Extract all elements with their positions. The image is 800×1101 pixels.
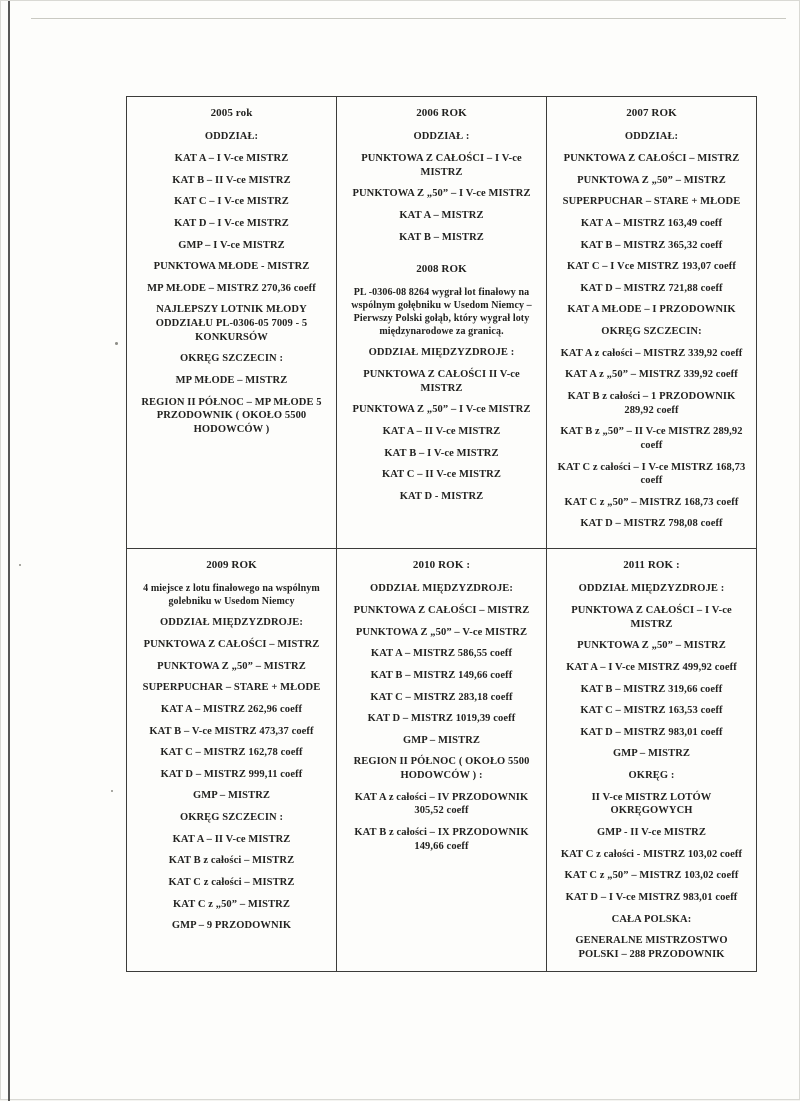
award-line: KAT D – MISTRZ 999,11 coeff [160, 768, 303, 780]
award-line: GMP – 9 PRZODOWNIK [171, 920, 292, 932]
award-line: ODDZIAŁ MIĘDZYZDROJE: [370, 583, 513, 595]
award-line: PUNKTOWA Z „50” – MISTRZ [577, 640, 726, 652]
award-line: KAT B – MISTRZ 365,32 coeff [580, 239, 723, 251]
award-line: KAT C z „50” – MISTRZ 103,02 coeff [564, 870, 739, 882]
award-line: GMP – MISTRZ [612, 748, 691, 760]
award-line: NAJLEPSZY LOTNIK MŁODY ODDZIAŁU PL-0306-05 7009 - 5 KONKURSÓW [155, 304, 308, 343]
award-line: CAŁA POLSKA: [611, 913, 692, 925]
award-line: KAT B z „50” – II V-ce MISTRZ 289,92 coeff [560, 426, 743, 451]
award-line: PUNKTOWA Z CAŁOŚCI – MISTRZ [143, 638, 320, 650]
award-line: OKRĘG : [628, 770, 675, 782]
award-line: KAT B – MISTRZ 149,66 coeff [370, 669, 513, 681]
award-line: ODDZIAŁ MIĘDZYZDROJE: [160, 617, 303, 629]
award-line: KAT B – V-ce MISTRZ 473,37 coeff [149, 725, 314, 737]
award-line: ODDZIAŁ: [204, 131, 259, 143]
award-line: 2009 ROK [206, 559, 257, 571]
awards-table [126, 96, 757, 972]
award-line: KAT D – MISTRZ 721,88 coeff [580, 282, 723, 294]
award-line: KAT C – MISTRZ 283,18 coeff [370, 691, 513, 703]
award-line: ODDZIAŁ: [624, 131, 679, 143]
year-cell-2005 [127, 97, 337, 549]
award-line: KAT A MŁODE – I PRZODOWNIK [567, 304, 736, 316]
award-line: OKRĘG SZCZECIN : [179, 353, 284, 365]
award-line: KAT A – MISTRZ 163,49 coeff [580, 217, 723, 229]
scan-speck [115, 342, 118, 345]
award-line: KAT A – MISTRZ 586,55 coeff [370, 648, 513, 660]
year-cell-2011 [547, 549, 757, 972]
award-line: KAT A – MISTRZ [399, 209, 484, 221]
award-line: 2006 ROK [416, 107, 467, 119]
award-line: GENERALNE MISTRZOSTWO POLSKI – 288 PRZODOWNIK [575, 935, 728, 960]
award-line: 2008 ROK [416, 263, 467, 276]
award-line: KAT B z całości – MISTRZ [168, 855, 295, 867]
award-line: 2005 rok [210, 107, 253, 119]
award-line: II V-ce MISTRZ LOTÓW OKRĘGOWYCH [591, 791, 712, 817]
award-line: OKRĘG SZCZECIN: [601, 326, 702, 338]
award-line: KAT A z „50” – MISTRZ 339,92 coeff [565, 369, 738, 381]
award-line: PUNKTOWA Z CAŁOŚCI – MISTRZ [353, 604, 530, 616]
award-line: GMP – I V-ce MISTRZ [178, 239, 285, 251]
award-line: PUNKTOWA Z „50” – I V-ce MISTRZ [352, 188, 531, 200]
award-line: KAT D – I V-ce MISTRZ 983,01 coeff [565, 891, 738, 903]
award-line: 2010 ROK : [412, 559, 471, 571]
award-line: GMP – MISTRZ [402, 734, 481, 746]
award-line: ODDZIAŁ MIĘDZYZDROJE : [578, 583, 725, 595]
award-line: PUNKTOWA Z CAŁOŚCI – MISTRZ [563, 152, 740, 164]
award-line: REGION II PÓŁNOC – MP MŁODE 5 PRZODOWNIK ( OKOŁO 5500 HODOWCÓW ) [141, 396, 322, 435]
award-line: PUNKTOWA Z „50” – I V-ce MISTRZ [352, 404, 531, 416]
award-line: OKRĘG SZCZECIN : [179, 812, 284, 824]
award-line: REGION II PÓŁNOC ( OKOŁO 5500 HODOWCÓW ) : [353, 756, 530, 782]
scan-speck [19, 564, 21, 566]
award-line: KAT C – MISTRZ 163,53 coeff [580, 705, 723, 717]
award-line: KAT C – MISTRZ 162,78 coeff [160, 747, 303, 759]
award-line: KAT C – I V-ce MISTRZ [174, 196, 289, 208]
year-cell-2006-2008 [337, 97, 547, 549]
award-line: KAT C z całości - MISTRZ 103,02 coeff [560, 848, 743, 860]
award-line: KAT A – II V-ce MISTRZ [172, 833, 291, 845]
award-line: GMP - II V-ce MISTRZ [597, 826, 706, 838]
scan-line-artifact [31, 18, 786, 19]
award-line: MP MŁODE – MISTRZ 270,36 coeff [147, 282, 316, 294]
award-line: KAT C z całości – I V-ce MISTRZ 168,73 coeff [557, 461, 746, 487]
award-line: PUNKTOWA Z „50” – MISTRZ [577, 174, 726, 186]
award-line: KAT C z „50” – MISTRZ 168,73 coeff [564, 496, 739, 508]
award-line: PUNKTOWA Z „50” – MISTRZ [157, 660, 306, 672]
award-line: KAT C z „50” – MISTRZ [173, 898, 290, 910]
award-line: ODDZIAŁ : [413, 131, 470, 143]
award-line: PUNKTOWA Z CAŁOŚCI II V-ce MISTRZ [363, 369, 520, 394]
award-line: KAT C – II V-ce MISTRZ [382, 469, 501, 481]
award-line: KAT A – MISTRZ 262,96 coeff [160, 703, 303, 715]
award-line: KAT B – I V-ce MISTRZ [384, 447, 499, 459]
year-cell-2007 [547, 97, 757, 549]
award-line: KAT A – I V-ce MISTRZ [174, 152, 289, 164]
award-line: SUPERPUCHAR – STARE + MŁODE [562, 196, 741, 208]
award-line: KAT B z całości – IX PRZODOWNIK 149,66 coeff [354, 826, 529, 852]
award-line: KAT A – I V-ce MISTRZ 499,92 coeff [566, 661, 737, 673]
award-line: KAT D – MISTRZ 1019,39 coeff [367, 713, 516, 725]
award-line: KAT C – I Vce MISTRZ 193,07 coeff [567, 261, 736, 273]
award-line: PUNKTOWA Z „50” – V-ce MISTRZ [355, 626, 528, 638]
year-cell-2009 [127, 549, 337, 972]
award-line: PL -0306-08 8264 wygrał lot finałowy na wspólnym gołębniku w Usedom Niemcy – Pierwszy Polski gołąb, który wygrał loty międzynarodowe za granicą. [351, 287, 532, 338]
scan-speck [111, 790, 113, 792]
award-line: KAT B – MISTRZ [399, 231, 484, 243]
award-line: 2011 ROK : [623, 559, 680, 571]
award-line: SUPERPUCHAR – STARE + MŁODE [142, 682, 321, 694]
award-line: KAT D – MISTRZ 983,01 coeff [580, 726, 723, 738]
award-line: 2007 ROK [626, 107, 677, 119]
award-line: KAT C z całości – MISTRZ [168, 876, 295, 888]
award-line: MP MŁODE – MISTRZ [175, 374, 288, 386]
award-line: KAT B – MISTRZ 319,66 coeff [580, 683, 723, 695]
award-line: PUNKTOWA Z CAŁOŚCI – I V-ce MISTRZ [571, 604, 732, 630]
award-line: KAT B – II V-ce MISTRZ [172, 174, 291, 186]
award-line: KAT A – II V-ce MISTRZ [382, 426, 501, 437]
award-line: PUNKTOWA MŁODE - MISTRZ [153, 261, 310, 273]
scan-edge-artifact [8, 1, 10, 1101]
award-line: KAT B z całości – 1 PRZODOWNIK 289,92 coeff [567, 390, 736, 416]
award-line: PUNKTOWA Z CAŁOŚCI – I V-ce MISTRZ [361, 152, 522, 178]
award-line: GMP – MISTRZ [192, 790, 271, 802]
year-cell-2010 [337, 549, 547, 972]
award-line: KAT D – I V-ce MISTRZ [174, 217, 289, 229]
award-line: ODDZIAŁ MIĘDZYZDROJE : [368, 347, 515, 359]
award-line: 4 miejsce z lotu finałowego na wspólnym golebniku w Usedom Niemcy [143, 583, 320, 608]
award-line: KAT D – MISTRZ 798,08 coeff [580, 518, 723, 530]
award-line: KAT A z całości – IV PRZODOWNIK 305,52 coeff [354, 791, 529, 817]
award-line: KAT A z całości – MISTRZ 339,92 coeff [560, 347, 743, 359]
award-line: KAT D - MISTRZ [399, 490, 484, 502]
